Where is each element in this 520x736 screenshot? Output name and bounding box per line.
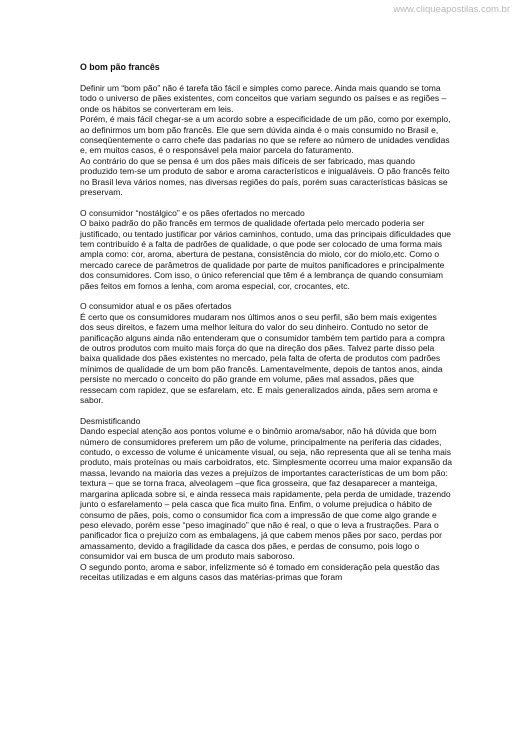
paragraph: Porém, é mais fácil chegar-se a um acordo sobre a especificidade de um pão, como por exemplo, ao definirmos um bom pão francês. Ele que sem dúvida ainda é o mais consumido no Brasil e, conseqüentemente o carro chefe das padarias no que se refere ao número de unidades vendidas e, em muitos casos, é o responsável pela maior parcela do faturamento. — [80, 114, 451, 156]
paragraph: É certo que os consumidores mudaram nos últimos anos o seu perfil, são bem mais exigentes dos seus direitos, e fazem uma melhor leitura do valor do seu dinheiro. Contudo no setor de panificação alguns ainda não entenderam que o consumidor também tem partido para a compra de outros produtos com muito mais força do que na direção dos pães. Talvez parte disso pela baixa qualidade dos pães existentes no mercado, pela falta de oferta de produtos com padrões mínimos de qualidade de um bom pão francês. Lamentavelmente, depois de tantos anos, ainda persiste no mercado o conceito do pão grande em volume, pães mal assados, pães que ressecam com rapidez, que se esfarelam, etc. E mais generalizados ainda, pães sem aroma e sabor. — [80, 311, 445, 406]
section-consumidor-atual — [80, 301, 452, 405]
section-intro — [80, 83, 452, 197]
section-heading: O consumidor “nostálgico” e os pães ofertados no mercado — [80, 207, 305, 218]
document-body — [80, 62, 452, 593]
section-consumidor-nostalgico — [80, 208, 452, 291]
paragraph: Ao contrário do que se pensa é um dos pães mais difíceis de ser fabricado, mas quando produzido tem-se um produto de sabor e aroma característicos e inigualáveis. O pão francês feito no Brasil leva vários nomes, nas diversas regiões do país, porém suas características básicas se preservam. — [80, 155, 450, 197]
section-desmistificando — [80, 416, 452, 583]
section-heading: Desmistificando — [80, 415, 141, 426]
paragraph: O segundo ponto, aroma e sabor, infelizmente só é tomado em consideração pela questão das receitas utilizadas e em alguns casos das matérias-primas que foram — [80, 561, 440, 582]
section-heading: O consumidor atual e os pães ofertados — [80, 301, 232, 312]
paragraph: O baixo padrão do pão francês em termos de qualidade ofertada pelo mercado poderia ser justificado, ou tentado justificar por vários caminhos, contudo, uma das principais dificuldades que tem contribuído é a falta de padrões de qualidade, o que pode ser colocado de uma forma mais ampla como: cor, aroma, abertura de pestana, consistência do miolo, cor do miolo,etc. Como o mercado carece de parâmetros de qualidade por parte de muitos panificadores e principalmente dos consumidores. Com isso, o único referencial que têm é a lembrança de quando consumiam pães feitos em fornos a lenha, com aroma especial, cor, crocantes, etc. — [80, 218, 452, 291]
paragraph: Definir um “bom pão” não é tarefa tão fácil e simples como parece. Ainda mais quando se toma todo o universo de pães existentes, com conceitos que variam segundo os países e as regiões – onde os hábitos se converteram em leis. — [80, 82, 447, 114]
site-watermark: www.cliqueapostilas.com.br — [393, 4, 510, 15]
document-title: O bom pão francês — [80, 62, 160, 72]
paragraph: Dando especial atenção aos pontos volume e o binômio aroma/sabor, não há dúvida que bom número de consumidores preferem um pão de volume, principalmente na periferia das cidades, contudo, o excesso de volume é unicamente visual, ou seja, não representa que ali se tenha mais produto, mais proteínas ou mais carboidratos, etc. Simplesmente ocorreu uma maior expansão da massa, levando na maioria das vezes a prejuízos de importantes características de um bom pão: textura – que se torna fraca, alveolagem –que fica grosseira, que faz desaparecer a manteiga, margarina aplicada sobre si, e ainda resseca mais rapidamente, pela perda de umidade, trazendo junto o esfarelamento – pela casca que fica muito fina. Enfim, o volume prejudica o hábito de consumo de pães, pois, como o consumidor fica com a impressão de que come algo grande e peso elevado, porém esse “peso imaginado” que não é real, o que o leva a frustrações. Para o panificador fica o prejuízo com as embalagens, já que cabem menos pães por saco, perdas por amassamento, devido a fragilidade da casca dos pães, e perdas de consumo, pois logo o consumidor vai em busca de um produto mais saboroso. — [80, 426, 452, 562]
